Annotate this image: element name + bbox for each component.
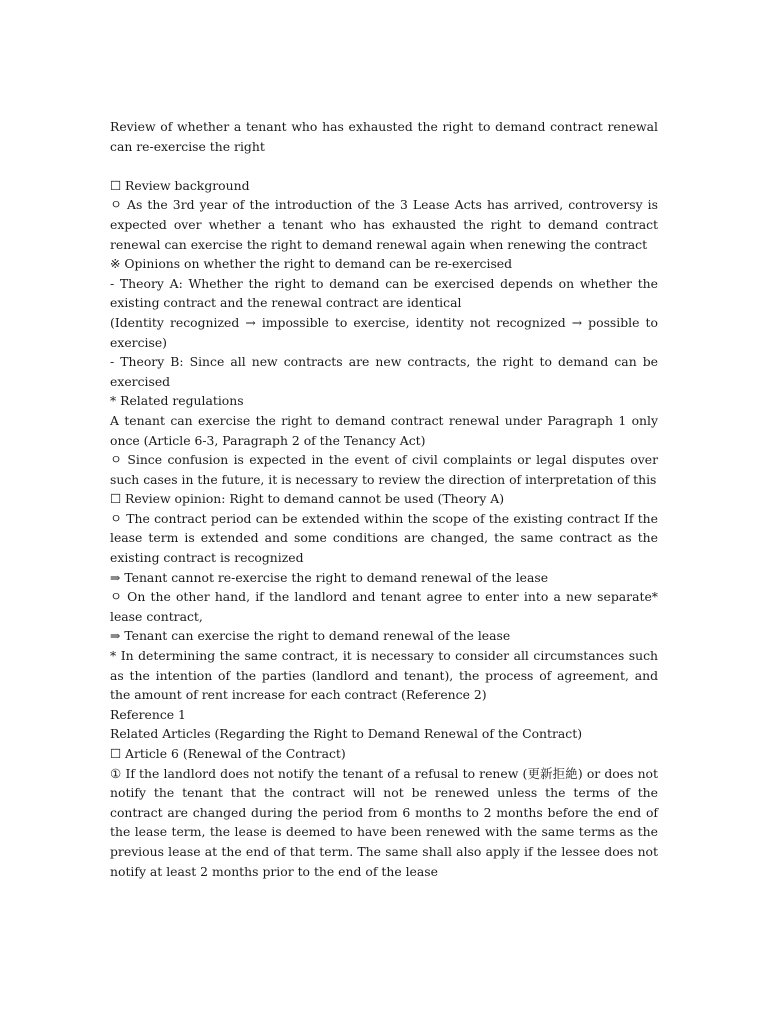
paragraph: - Theory B: Since all new contracts are new contracts, the right to demand can be exercised — [110, 354, 658, 389]
conclusion-line: ⇒ Tenant can exercise the right to demand renewal of the lease — [110, 628, 511, 644]
footnote: * In determining the same contract, it is necessary to consider all circumstances such as the intention of the parties (landlord and tenant), the process of agreement, and the amount of rent increase for each contract (Reference 2) — [110, 648, 658, 703]
title-spacer — [110, 156, 658, 176]
article-clause: ① If the landlord does not notify the tenant of a refusal to renew (更新拒絶) or does not notify the tenant that the contract will not be renewed unless the terms of the contract are changed during the period from 6 months to 2 months before the end of the lease term, the lease is deemed to have been renewed with the same terms as the previous lease at the end of that term. The same shall also apply if the lessee does not notify at least 2 months prior to the end of the lease — [110, 765, 658, 879]
reference-heading: Reference 1 — [110, 706, 186, 722]
conclusion-line: ⇒ Tenant cannot re-exercise the right to demand renewal of the lease — [110, 569, 549, 585]
paragraph: ㅇ Since confusion is expected in the event of civil complaints or legal disputes over such cases in the future, it is necessary to review the direction of interpretation of this — [110, 452, 658, 487]
paragraph: ㅇ On the other hand, if the landlord and tenant agree to enter into a new separate* lease contract, — [110, 589, 658, 624]
note-heading: * Related regulations — [110, 393, 244, 409]
section-heading-review-opinion: ☐ Review opinion: Right to demand cannot be used (Theory A) — [110, 491, 505, 507]
document-page — [110, 117, 658, 881]
article-heading: ☐ Article 6 (Renewal of the Contract) — [110, 746, 346, 761]
document-body — [110, 176, 658, 881]
section-heading-review-background: ☐ Review background — [110, 177, 250, 193]
paragraph: ㅇ As the 3rd year of the introduction of the 3 Lease Acts has arrived, controversy is expected over whether a tenant who has exhausted the right to demand contract renewal can exercise the right to demand renewal again when renewing the contract — [110, 197, 658, 252]
paragraph: - Theory A: Whether the right to demand can be exercised depends on whether the existing contract and the renewal contract are identical — [110, 275, 658, 311]
paragraph: A tenant can exercise the right to demand contract renewal under Paragraph 1 only once (Article 6-3, Paragraph 2 of the Tenancy Act) — [110, 412, 658, 448]
document-title: Review of whether a tenant who has exhausted the right to demand contract renewal can re-exercise the right — [110, 119, 658, 154]
reference-subheading: Related Articles (Regarding the Right to Demand Renewal of the Contract) — [110, 726, 583, 742]
note-heading: ※ Opinions on whether the right to demand can be re-exercised — [110, 256, 513, 272]
paragraph: ㅇ The contract period can be extended within the scope of the existing contract If the lease term is extended and some conditions are changed, the same contract as the existing contract is recognized — [110, 510, 658, 566]
paragraph: (Identity recognized → impossible to exercise, identity not recognized → possible to exercise) — [110, 314, 658, 350]
